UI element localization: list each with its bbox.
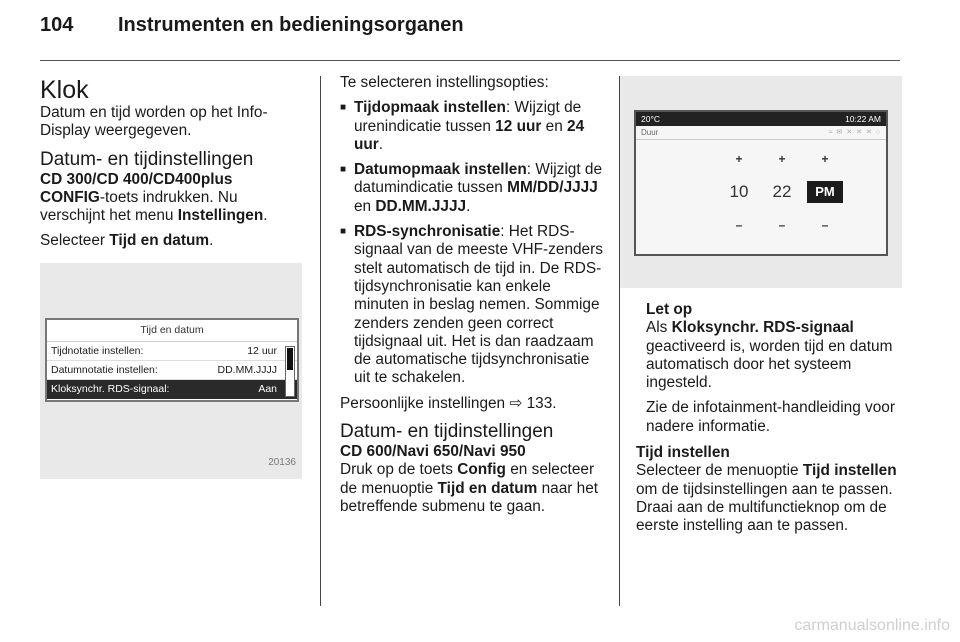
options-intro: Te selecteren instellingsopties: <box>340 74 549 91</box>
watermark: carmanualsonline.info <box>794 617 950 634</box>
list-item-datumopmaak <box>340 161 605 216</box>
ref-text: Persoonlijke instellingen <box>340 394 510 412</box>
menu-title: Tijd en datum <box>47 320 297 342</box>
figure-code: 20136 <box>268 457 296 469</box>
header-divider <box>40 60 900 61</box>
option-label: Datumopmaak instellen <box>354 161 527 179</box>
tijd-instellen-section <box>636 444 902 535</box>
note-text: geactiveerd is, worden tijd en datum automatisch door het systeem ingesteld. <box>646 337 893 392</box>
personal-settings-ref <box>340 395 605 413</box>
menu-row-label: Kloksynchr. RDS-signaal: <box>51 382 170 395</box>
column-3 <box>636 74 902 543</box>
config-key: CONFIG <box>40 188 100 206</box>
arrow-ref-icon: ⇨ <box>509 394 523 412</box>
options-list <box>340 99 605 387</box>
list-item-rds <box>340 223 605 388</box>
menu-tijd-instellen: Tijd instellen <box>802 462 897 480</box>
ampm-plus-button[interactable]: + <box>821 152 829 166</box>
menu-instellingen: Instellingen <box>177 207 264 225</box>
column-divider-1 <box>320 76 321 606</box>
option-value: MM/DD/JJJJ <box>507 179 598 197</box>
tijd-en-datum-menu <box>45 318 299 402</box>
config-navi-paragraph <box>340 461 605 516</box>
status-icons: ≈ ✉ ✕ ✕ ✕ ○ <box>828 129 881 136</box>
section-heading-datum-tijd-2: Datum- en tijdinstellingen <box>340 421 554 443</box>
menu-row-value: DD.MM.JJJJ <box>217 363 277 376</box>
hour-value[interactable]: 10 <box>729 182 749 201</box>
option-text: en <box>354 197 376 215</box>
subheading-cd300: CD 300/CD 400/CD400plus <box>40 170 233 188</box>
menu-tijd-en-datum: Tijd en datum <box>109 232 210 250</box>
menu-row-label: Tijdnotatie instellen: <box>51 344 144 357</box>
para-text: Druk op de toets <box>340 461 458 479</box>
option-value: 24 uur <box>354 117 585 153</box>
subheading-cd600: CD 600/Navi 650/Navi 950 <box>340 443 526 461</box>
note-paragraph-1 <box>646 319 902 392</box>
note-box <box>636 301 902 436</box>
option-value: 12 uur <box>495 117 542 135</box>
column-2 <box>340 74 605 523</box>
section-title-klok: Klok <box>40 76 89 104</box>
option-text: : Het RDS-signaal van de meeste VHF-zenders stelt automatisch de tijd in. De RDS-tijdsynchronisatie kan enkele minuten in beslag nemen. Sommige zenders zenden geen correct tijdsignaal uit. Het is dan raadzaam de automatische tijdsynchronisatie uit te schakelen. <box>354 223 603 387</box>
option-value: DD.MM.JJJJ <box>375 197 467 215</box>
option-text: en <box>541 117 568 135</box>
config-key: Config <box>457 461 506 479</box>
column-1 <box>40 74 302 479</box>
config-text: -toets indrukken. Nu verschijnt het menu <box>40 188 238 225</box>
page-header-title: Instrumenten en bedieningsorganen <box>118 14 464 36</box>
subheading-tijd-instellen: Tijd instellen <box>636 444 730 462</box>
menu-scrollbar-thumb[interactable] <box>287 348 293 370</box>
minute-value[interactable]: 22 <box>772 182 792 201</box>
note-text: Als <box>646 319 672 337</box>
select-paragraph <box>40 232 302 250</box>
select-text: Selecteer <box>40 232 110 250</box>
section-heading-datum-tijd: Datum- en tijdinstellingen <box>40 148 254 170</box>
minute-minus-button[interactable]: – <box>778 218 786 232</box>
ref-page[interactable]: 133. <box>522 394 557 412</box>
config-period: . <box>263 207 268 225</box>
menu-row-label: Datumnotatie instellen: <box>51 363 158 376</box>
menu-row-tijdnotatie[interactable] <box>47 342 297 361</box>
ampm-minus-button[interactable]: – <box>821 218 829 232</box>
ampm-value[interactable]: PM <box>807 181 843 203</box>
option-text: . <box>466 197 471 215</box>
menu-row-kloksynchr[interactable] <box>47 380 297 399</box>
clock-label: Duur <box>641 128 659 137</box>
config-paragraph <box>40 189 302 226</box>
note-paragraph-2: Zie de infotainment-handleiding voor nadere informatie. <box>646 399 895 435</box>
para-text: om de tijdsinstellingen aan te passen. Draai aan de multifunctieknop om de eerste instelling aan te passen. <box>636 480 893 535</box>
option-text: : Wijzigt de datumindicatie tussen <box>354 161 603 197</box>
note-title: Let op <box>646 301 693 318</box>
hour-plus-button[interactable]: + <box>735 152 743 166</box>
select-period: . <box>209 232 214 250</box>
para-text: naar het betreffende submenu te gaan. <box>340 479 599 515</box>
minute-plus-button[interactable]: + <box>778 152 786 166</box>
menu-row-value: 12 uur <box>247 344 277 357</box>
menu-row-datumnotatie[interactable] <box>47 361 297 380</box>
option-label: Tijdopmaak instellen <box>354 99 506 117</box>
option-label: RDS-synchronisatie <box>354 223 501 241</box>
para-text: Selecteer de menuoptie <box>636 462 803 480</box>
menu-scrollbar[interactable] <box>285 346 295 397</box>
list-item-tijdopmaak <box>340 99 605 154</box>
figure-tijd-en-datum <box>40 263 302 479</box>
menu-row-value: Aan <box>258 382 277 395</box>
temperature: 20°C <box>641 114 660 124</box>
page-number: 104 <box>40 14 74 36</box>
hour-minus-button[interactable]: – <box>735 218 743 232</box>
option-text: : Wijzigt de urenindicatie tussen <box>354 99 582 135</box>
status-time: 10:22 AM <box>845 114 881 124</box>
para-text: en selecteer de menuoptie <box>340 461 595 497</box>
note-setting: Kloksynchr. RDS-signaal <box>671 319 854 337</box>
option-text: . <box>378 135 384 153</box>
tijd-instellen-paragraph <box>636 462 902 535</box>
klok-intro: Datum en tijd worden op het Info-Display weergegeven. <box>40 104 268 140</box>
menu-tijd-en-datum: Tijd en datum <box>437 479 538 497</box>
